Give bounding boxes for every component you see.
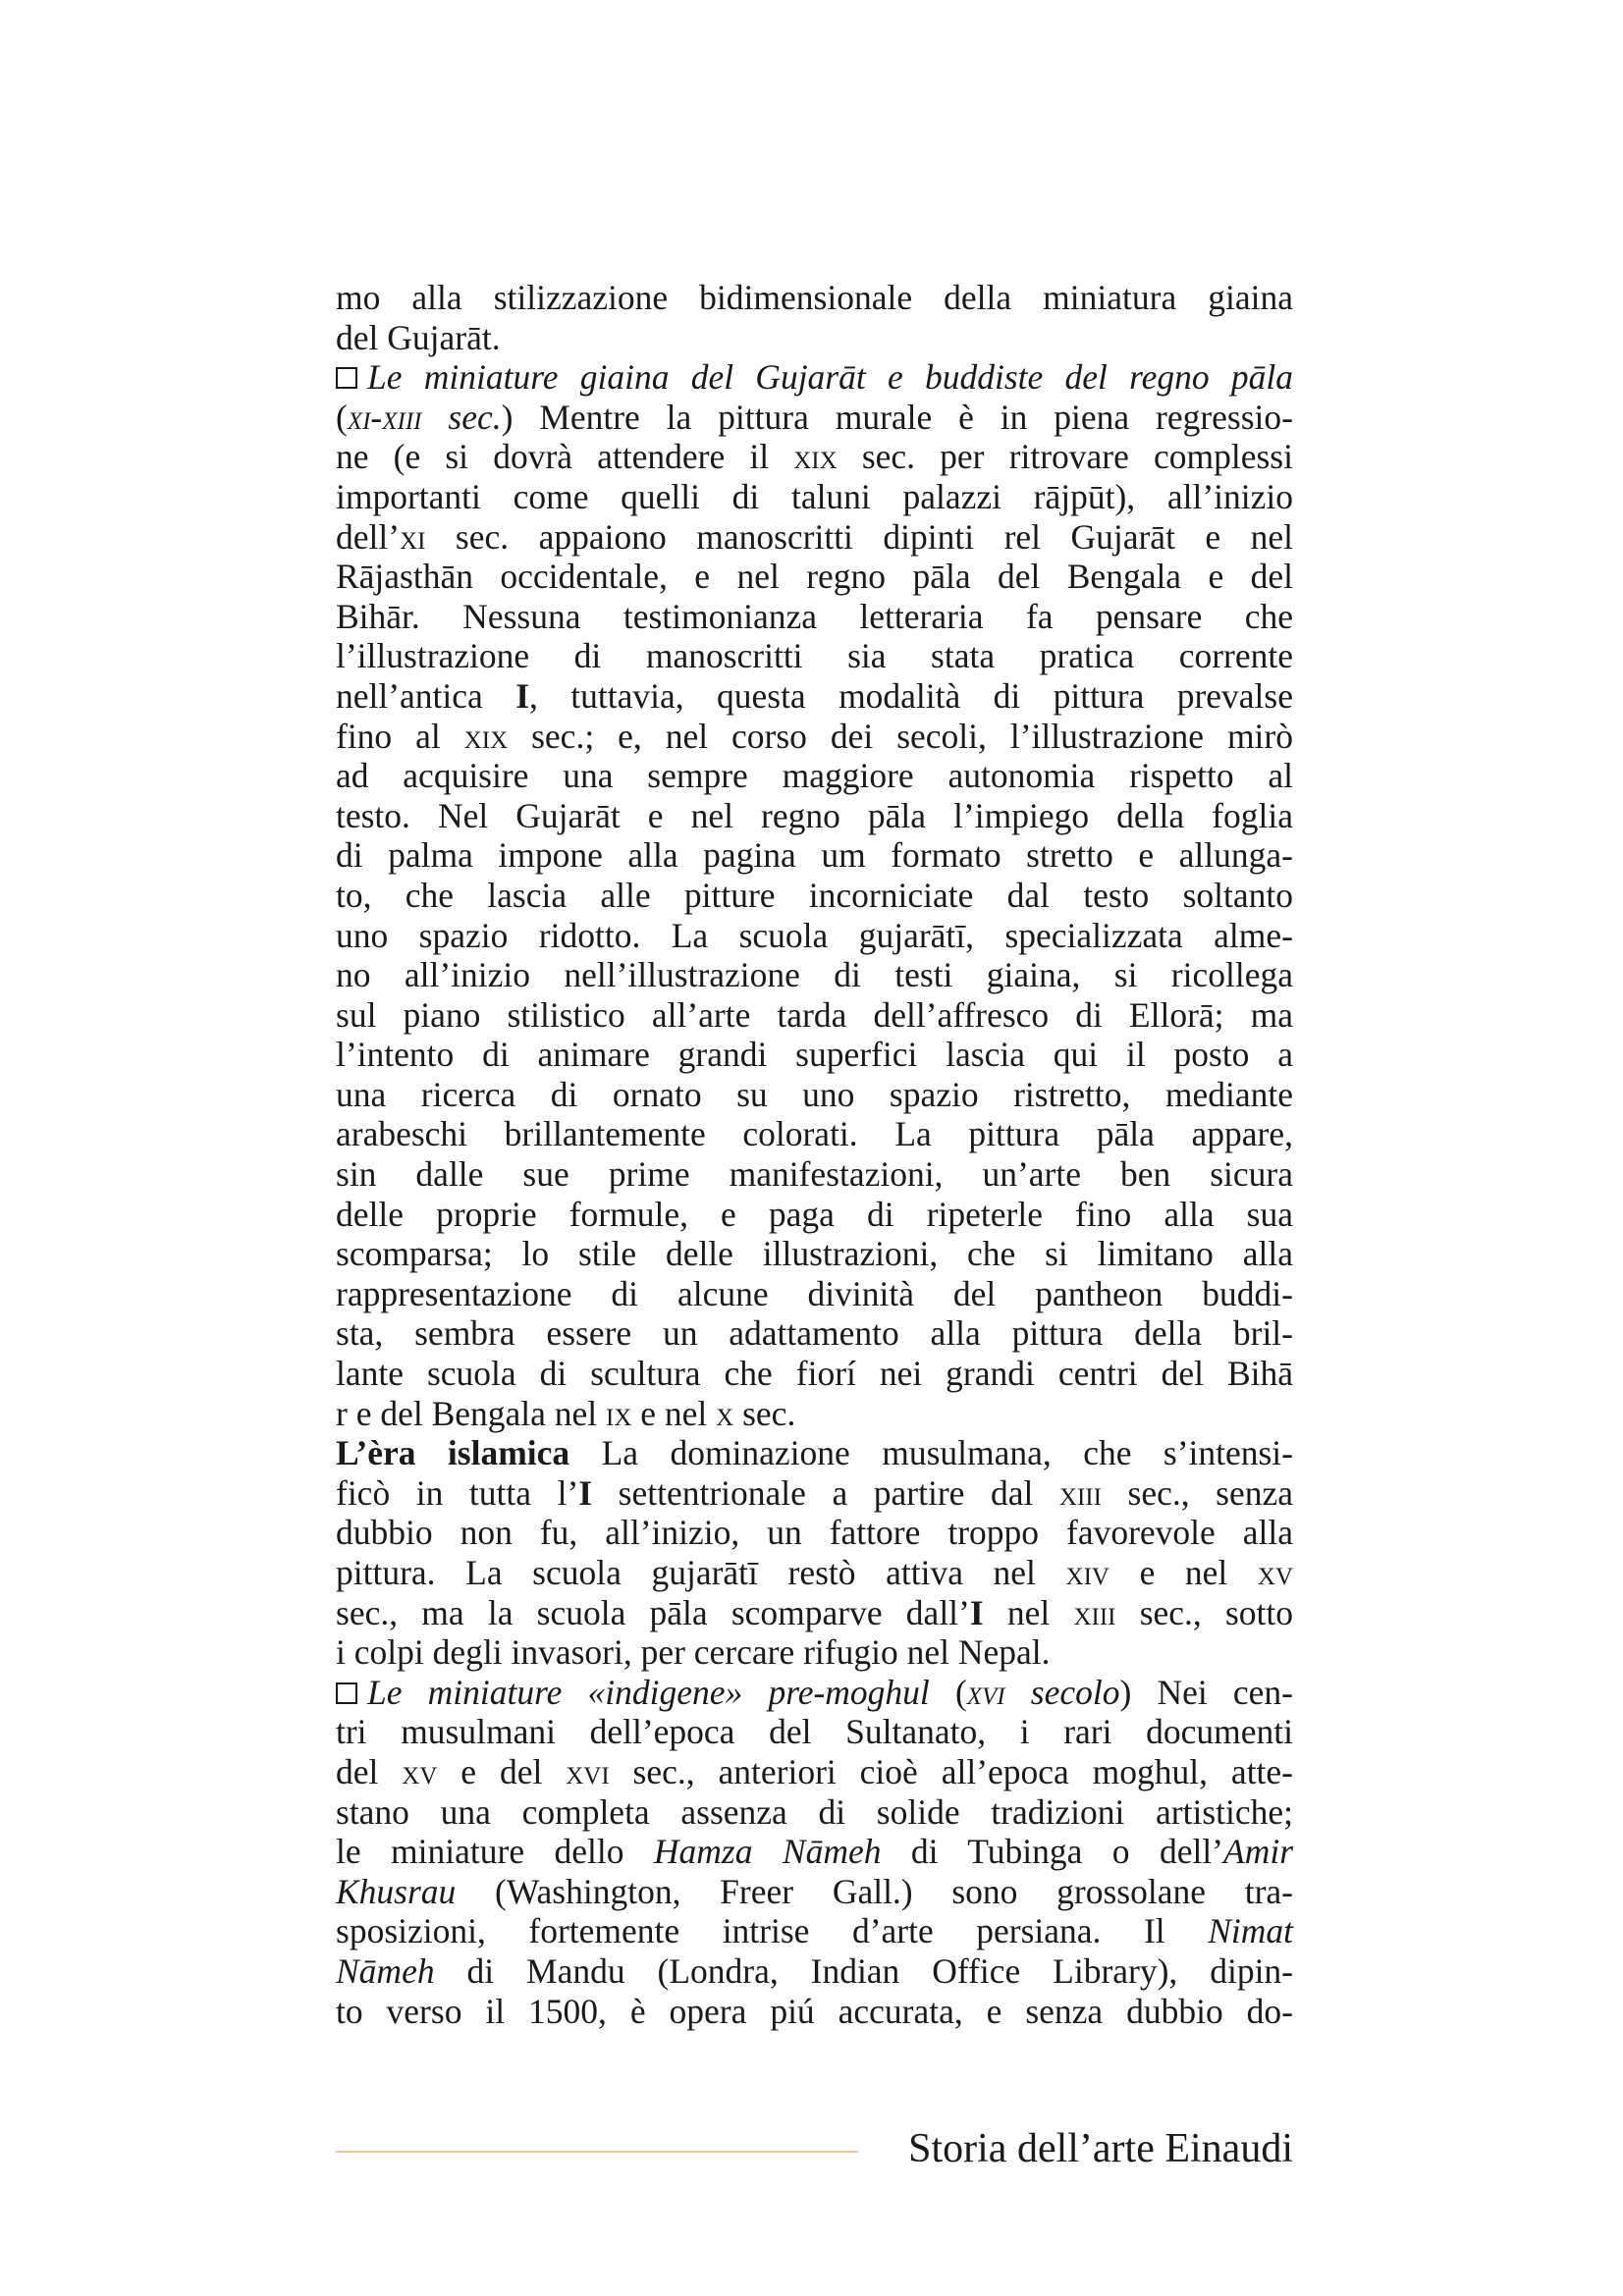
text-run: sec. [421,397,502,437]
text-run: ( [929,1672,967,1712]
text-run: sec., anteriori cioè all’epoca moghul, atte- [609,1751,1293,1791]
text-line: Rājasthān occidentale, e nel regno pāla del Bengala e del [336,557,1293,597]
text-line [336,517,1293,558]
text-line: arabeschi brillantemente colorati. La pittura pāla appare, [336,1114,1293,1154]
text-line: dubbio non fu, all’inizio, un fattore troppo favorevole alla [336,1513,1293,1553]
text-line: mo alla stilizzazione bidimensionale della miniatura giaina [336,278,1293,317]
text-run: fino al [336,716,464,756]
text-run: sec. appaiono manoscritti dipinti rel Gujarāt e nel [425,516,1293,557]
text-run: ficò in tutta l’ [336,1472,579,1513]
text-line [336,1752,1293,1792]
section-heading: Le miniature giaina del Gujarāt e buddiste del regno pāla [367,357,1293,398]
century-numeral: xvi [566,1751,610,1791]
work-title: Nāmeh [336,1950,435,1991]
text-line [336,1593,1293,1633]
century-numeral: xiv [1065,1553,1109,1592]
text-run: sec.; e, nel corso dei secoli, l’illustrazione mirò [508,716,1293,756]
text-run: (Washington, Freer Gall.) sono grossolane tra- [456,1871,1293,1911]
text-run: sec. [733,1393,796,1433]
text-run: secolo [1004,1672,1120,1712]
century-numeral: xi-xiii [347,397,422,437]
century-numeral: xiii [1058,1472,1102,1513]
text-line: testo. Nel Gujarāt e nel regno pāla l’impiego della foglia [336,795,1293,835]
text-line: tri musulmani dell’epoca del Sultanato, i rari documenti [336,1712,1293,1752]
footer-title: Storia dell’arte Einaudi [908,2126,1293,2171]
text-line [336,1473,1293,1514]
text-run: La dominazione musulmana, che s’intensi- [569,1433,1293,1473]
text-run: nel [983,1592,1074,1632]
work-title: Nimat [1208,1911,1293,1951]
century-numeral: xix [793,437,838,477]
text-run: sec. per ritrovare complessi [837,437,1293,477]
text-run: nell’antica [336,675,516,716]
square-bullet-icon [336,367,357,389]
text-line [336,1872,1293,1912]
text-line [336,1673,1293,1713]
text-run: di Mandu (Londra, Indian Office Library), dipin- [434,1950,1293,1991]
text-line: rappresentazione di alcune divinità del pantheon buddi- [336,1273,1293,1313]
text-line: delle proprie formule, e paga di ripeterle fino alla sua [336,1194,1293,1234]
text-line: l’illustrazione di manoscritti sia stata pratica corrente [336,636,1293,676]
body-text [336,278,1293,2031]
text-run: e nel [631,1393,717,1433]
text-line: scomparsa; lo stile delle illustrazioni, che si limitano alla [336,1234,1293,1274]
text-line: una ricerca di ornato su uno spazio ristretto, mediante [336,1074,1293,1114]
text-run: di Tubinga o dell’ [881,1832,1224,1872]
text-line [336,1911,1293,1951]
india-abbrev: I [578,1472,593,1513]
text-line: stano una completa assenza di solide tradizioni artistiche; [336,1791,1293,1832]
century-numeral: xv [1257,1553,1293,1592]
text-line: ad acquisire una sempre maggiore autonomia rispetto al [336,756,1293,796]
text-line [336,357,1293,398]
text-line: l’intento di animare grandi superfici lascia qui il posto a [336,1035,1293,1075]
century-numeral: xi [400,516,426,557]
text-run: sposizioni, fortemente intrise d’arte persiana. Il [336,1911,1209,1951]
footer-rule [336,2151,858,2153]
century-numeral: xvi [966,1672,1005,1712]
india-abbrev: I [969,1592,984,1632]
century-numeral: xv [402,1751,438,1791]
text-run: del [336,1751,403,1791]
text-line: Bihār. Nessuna testimonianza letteraria fa pensare che [336,596,1293,636]
text-run: ne (e si dovrà attendere il [336,437,794,477]
text-line [336,1394,1293,1434]
text-run: le miniature dello [336,1832,654,1872]
text-line: to verso il 1500, è opera piú accurata, e senza dubbio do- [336,1991,1293,2031]
text-run: sec., senza [1101,1472,1293,1513]
text-line [336,1951,1293,1992]
text-run: dell’ [336,516,401,557]
text-run: pittura. La scuola gujarātī restò attiva nel [336,1553,1066,1592]
text-line: sin dalle sue prime manifestazioni, un’arte ben sicura [336,1154,1293,1195]
india-abbrev: I [515,675,530,716]
text-run: settentrionale a partire dal [592,1472,1059,1513]
text-line: no all’inizio nell’illustrazione di testi giaina, si ricollega [336,955,1293,995]
section-heading: Le miniature «indigene» pre-moghul [367,1672,930,1712]
section-heading-bold: L’èra islamica [336,1433,570,1473]
text-line: sta, sembra essere un adattamento alla pittura della bril- [336,1313,1293,1354]
text-line: del Gujarāt. [336,317,501,357]
text-run: e nel [1109,1553,1258,1592]
century-numeral: ix [606,1393,632,1433]
work-title: Hamza Nāmeh [653,1832,882,1872]
text-run: sec., sotto [1115,1592,1294,1632]
text-line: to, che lascia alle pitture incorniciate dal testo soltanto [336,875,1293,915]
text-run: , tuttavia, questa modalità di pittura prevalse [529,675,1293,716]
text-line: sul piano stilistico all’arte tarda dell’affresco di Ellorā; ma [336,994,1293,1035]
text-run: ) Mentre la pittura murale è in piena regressio- [501,397,1293,437]
century-numeral: x [716,1393,734,1433]
text-line [336,1832,1293,1872]
text-line: i colpi degli invasori, per cercare rifugio nel Nepal. [336,1632,1051,1673]
work-title: Amir [1223,1832,1294,1872]
text-line: importanti come quelli di taluni palazzi rājpūt), all’inizio [336,476,1293,516]
work-title: Khusrau [336,1871,457,1911]
century-numeral: xiii [1073,1592,1116,1632]
text-run: ( [336,397,348,437]
text-line: di palma impone alla pagina um formato stretto e allunga- [336,835,1293,876]
text-line [336,1553,1293,1593]
century-numeral: xix [463,716,509,756]
text-line: lante scuola di scultura che fiorí nei grandi centri del Bihā [336,1354,1293,1394]
text-line [336,1433,1293,1473]
text-run: e del [437,1751,567,1791]
text-line [336,398,1293,438]
square-bullet-icon [336,1682,357,1704]
text-run: sec., ma la scuola pāla scomparve dall’ [336,1592,970,1632]
text-line: uno spazio ridotto. La scuola gujarātī, specializzata almе- [336,915,1293,955]
text-line [336,437,1293,477]
text-run: ) Nei cen- [1119,1672,1293,1712]
text-run: r e del Bengala nel [336,1393,607,1433]
text-line [336,676,1293,717]
text-line [336,717,1293,757]
